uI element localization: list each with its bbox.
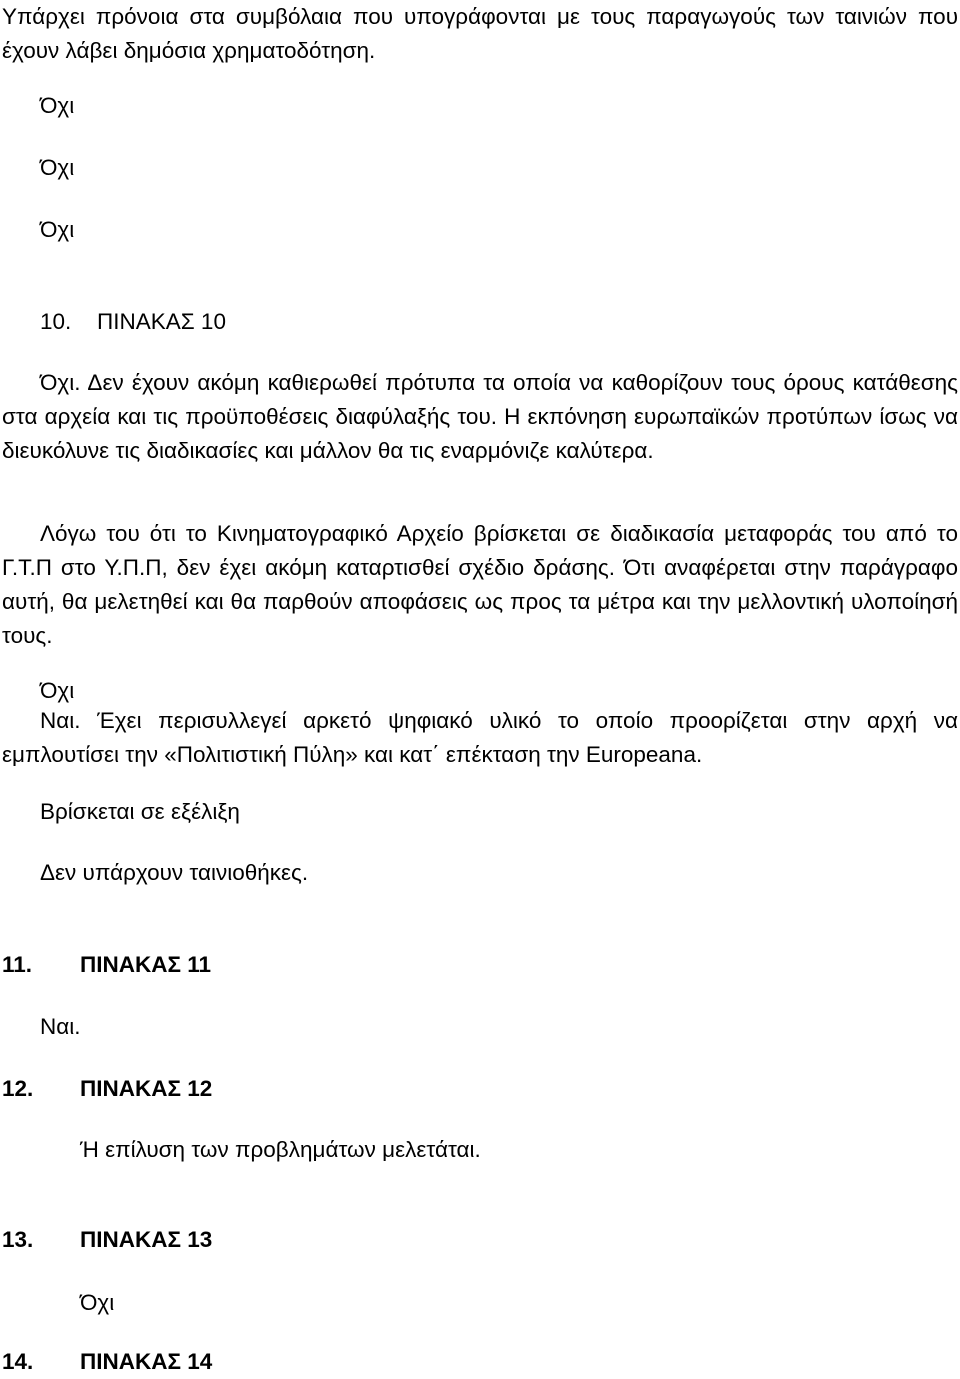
section-10-paragraph-2: Λόγω του ότι το Κινηματογραφικό Αρχείο βρίσκεται σε διαδικασία μεταφοράς του από το Γ.Τ.Π στο Υ.Π.Π, δεν έχει ακόμη καταρτισθεί σχέδιο δράσης. Ότι αναφέρεται στην παράγραφο αυτή, θα μελετηθεί και θα παρθούν αποφάσεις ως προς τα μέτρα και την μελλοντική υλοποίησή τους. xyxy=(2,521,958,648)
section-12-heading xyxy=(2,1072,212,1106)
section-10-heading xyxy=(40,305,226,339)
section-10-title: ΠΙΝΑΚΑΣ 10 xyxy=(97,309,226,334)
answer-no-2: Όχι xyxy=(40,155,75,180)
section-10-in-progress: Βρίσκεται σε εξέλιξη xyxy=(40,799,240,824)
section-11-heading xyxy=(2,948,211,982)
section-13-heading xyxy=(2,1223,212,1257)
section-13-answer: Όχι xyxy=(80,1290,115,1315)
section-10-no-film-libraries: Δεν υπάρχουν ταινιοθήκες. xyxy=(40,860,309,885)
section-14-number: 14. xyxy=(2,1349,34,1374)
section-11-number: 11. xyxy=(2,952,33,977)
section-10-answer-no: Όχι xyxy=(40,678,75,703)
section-12-title: ΠΙΝΑΚΑΣ 12 xyxy=(80,1076,213,1101)
intro-paragraph: Υπάρχει πρόνοια στα συμβόλαια που υπογράφονται με τους παραγωγούς των ταινιών που έχουν λάβει δημόσια χρηματοδότηση. xyxy=(2,4,958,63)
section-12-answer: Ή επίλυση των προβλημάτων μελετάται. xyxy=(80,1137,481,1162)
section-10-paragraph-3: Ναι. Έχει περισυλλεγεί αρκετό ψηφιακό υλικό το οποίο προορίζεται στην αρχή να εμπλουτίσει την «Πολιτιστική Πύλη» και κατ΄ επέκταση την Europeana. xyxy=(2,708,958,767)
section-10-paragraph-1: Όχι. Δεν έχουν ακόμη καθιερωθεί πρότυπα τα οποία να καθορίζουν τους όρους κατάθεσης στα αρχεία και τις προϋποθέσεις διαφύλαξής του. Η εκπόνηση ευρωπαϊκών προτύπων ίσως να διευκόλυνε τις διαδικασίες και μάλλον θα τις εναρμόνιζε καλύτερα. xyxy=(2,370,958,463)
section-10-number: 10. xyxy=(40,309,72,334)
section-11-title: ΠΙΝΑΚΑΣ 11 xyxy=(80,952,212,977)
section-13-title: ΠΙΝΑΚΑΣ 13 xyxy=(80,1227,213,1252)
section-13-number: 13. xyxy=(2,1227,34,1252)
section-11-answer: Ναι. xyxy=(40,1014,81,1039)
answer-no-1: Όχι xyxy=(40,93,75,118)
section-12-number: 12. xyxy=(2,1076,34,1101)
section-14-title: ΠΙΝΑΚΑΣ 14 xyxy=(80,1349,213,1374)
answer-no-3: Όχι xyxy=(40,217,75,242)
